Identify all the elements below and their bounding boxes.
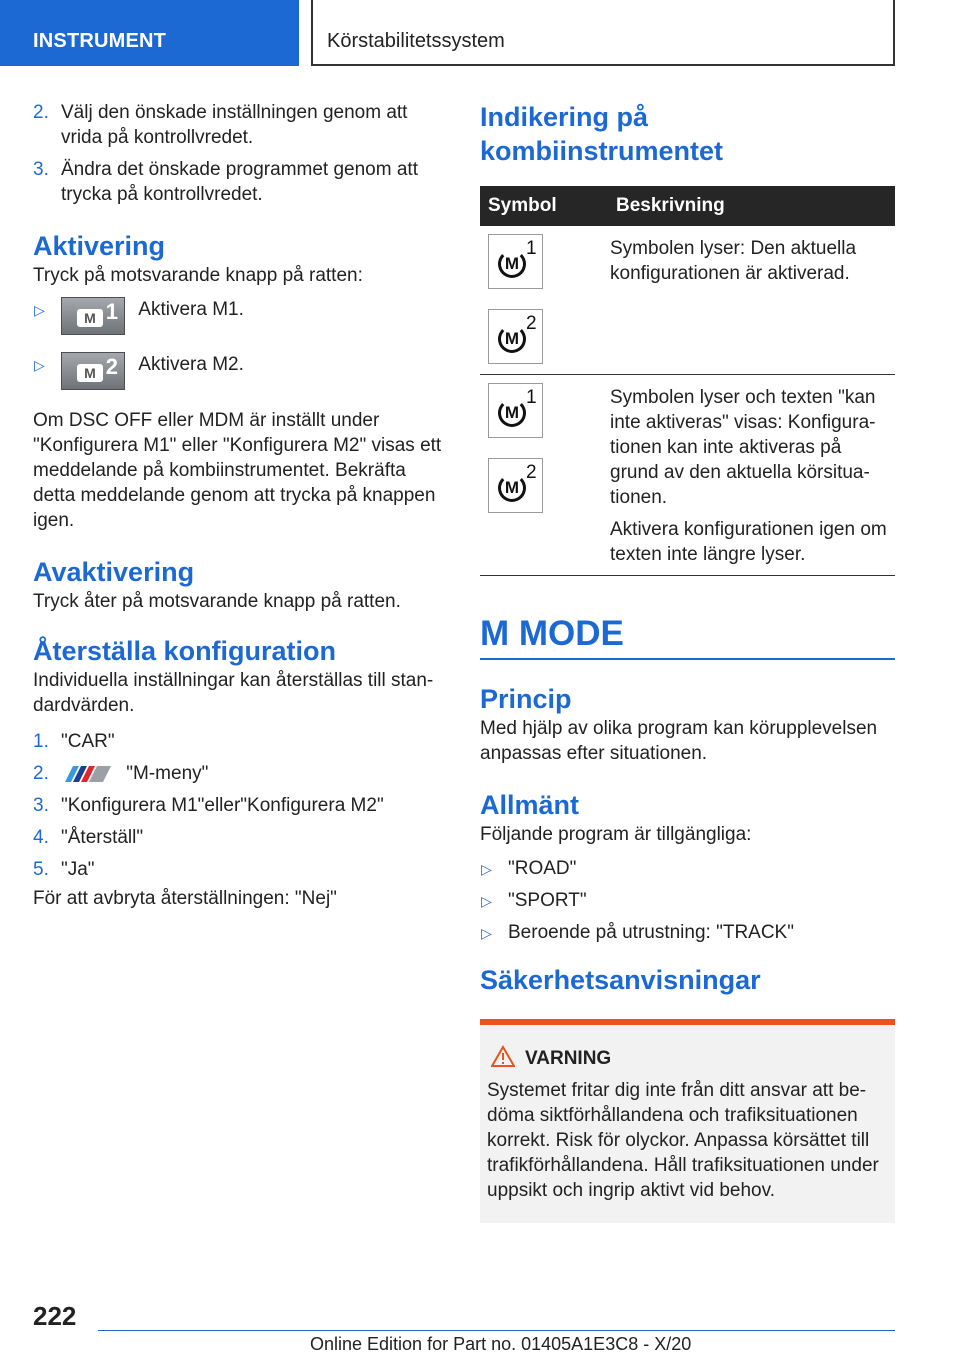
activation-item — [33, 297, 449, 343]
description-text: Symbolen lyser och texten "kan inte aktiveras" visas: Konfigura-tionen kan inte aktiveras på grund av den aktuella körsitua-tionen. — [610, 387, 876, 508]
symbol-cell — [480, 375, 606, 576]
chapter-title: Körstabilitetssystem — [327, 30, 505, 52]
general-heading: Allmänt — [480, 790, 580, 820]
warning-header — [487, 1045, 888, 1072]
m1-button-digit: 1 — [105, 299, 118, 324]
warning-box — [480, 1019, 895, 1223]
activation-heading: Aktivering — [33, 231, 166, 261]
program-item — [480, 856, 895, 881]
activation-intro: Tryck på motsvarande knapp på ratten: — [33, 265, 363, 286]
m2-indicator-icon — [488, 458, 543, 513]
reset-cancel-text: För att avbryta återställningen: "Nej" — [33, 888, 337, 909]
step-item — [33, 825, 449, 850]
step-number: 3. — [33, 795, 49, 816]
reset-heading: Återställa konfiguration — [33, 636, 337, 666]
warning-triangle-icon — [491, 1045, 515, 1067]
m1-indicator-icon — [488, 383, 543, 438]
activation-note: Om DSC OFF eller MDM är inställt under "Konfigurera M1" eller "Konfigurera M2" visas ett meddelande på kombiinstrumentet. Bekräfta detta meddelande genom att trycka på knappen igen. — [33, 410, 442, 531]
description-cell — [606, 226, 895, 375]
step-item — [33, 761, 449, 786]
general-intro: Följande program är tillgängliga: — [480, 824, 752, 845]
bullet-icon: ▷ — [34, 357, 45, 373]
page-number: 222 — [33, 1301, 77, 1331]
m2-button-digit: 2 — [105, 354, 118, 379]
symbol-letter: M — [504, 254, 520, 273]
deactivation-text: Tryck åter på motsvarande knapp på ratten. — [33, 591, 401, 612]
section-tab[interactable] — [0, 0, 299, 66]
table-row — [480, 226, 895, 375]
warning-label: VARNING — [525, 1048, 612, 1069]
m1-button-letter: M — [84, 310, 96, 326]
warning-text: Systemet fritar dig inte från ditt ansvar att be-döma siktförhållandena och trafiksituationen korrekt. Risk för olyckor. Anpassa körsättet till trafikförhållandena. Håll trafiksituationen under uppsikt och ingrip aktivt vid behov. — [487, 1080, 879, 1201]
bullet-icon: ▷ — [481, 861, 492, 877]
m2-button-letter: M — [84, 365, 96, 381]
step-number: 2. — [33, 102, 49, 123]
step-text: "CAR" — [61, 731, 115, 752]
symbol-letter: M — [504, 329, 520, 348]
step-item — [33, 857, 449, 882]
step-number: 5. — [33, 859, 49, 880]
symbol-table — [480, 186, 895, 576]
description-text: Symbolen lyser: Den aktuella konfigurationen är aktiverad. — [610, 238, 857, 284]
m-logo-icon — [61, 765, 113, 783]
step-number: 1. — [33, 731, 49, 752]
section-label: INSTRUMENT — [33, 30, 167, 52]
symbol-digit: 1 — [526, 387, 537, 408]
footer-divider — [98, 1330, 895, 1331]
right-column — [480, 100, 895, 1223]
symbol-letter: M — [504, 478, 520, 497]
principle-heading: Princip — [480, 684, 572, 714]
step-item — [33, 100, 449, 150]
step-text: Välj den önskade inställningen genom att vrida på kontrollvredet. — [61, 102, 408, 148]
step-item — [33, 157, 449, 207]
program-text: "SPORT" — [508, 890, 587, 911]
edition-text: Online Edition for Part no. 01405A1E3C8 - X/20 — [310, 1334, 692, 1354]
left-column — [33, 100, 449, 911]
step-text: "Konfigurera M1"eller"Konfigurera M2" — [61, 795, 384, 816]
table-row — [480, 375, 895, 576]
safety-heading: Säkerhetsanvisningar — [480, 965, 761, 995]
program-item — [480, 920, 895, 945]
program-item — [480, 888, 895, 913]
step-text: "Återställ" — [61, 827, 144, 848]
table-header-symbol: Symbol — [480, 186, 606, 226]
symbol-cell — [480, 226, 606, 375]
symbol-digit: 2 — [526, 313, 537, 334]
description-cell — [606, 375, 895, 576]
program-text: Beroende på utrustning: "TRACK" — [508, 922, 794, 943]
indicator-heading: Indikering på kombiinstrumentet — [480, 102, 724, 166]
activation-item-text: Aktivera M1. — [138, 299, 244, 320]
step-number: 2. — [33, 763, 49, 784]
deactivation-heading: Avaktivering — [33, 557, 195, 587]
program-text: "ROAD" — [508, 858, 577, 879]
mmode-heading-wrap — [480, 612, 895, 660]
step-text: Ändra det önskade programmet genom att trycka på kontrollvredet. — [61, 159, 418, 205]
m2-indicator-icon — [488, 309, 543, 364]
symbol-digit: 2 — [526, 462, 537, 483]
m1-indicator-icon — [488, 234, 543, 289]
reset-intro: Individuella inställningar kan återställas till stan-dardvärden. — [33, 670, 434, 716]
step-text: "M-meny" — [126, 763, 209, 784]
bullet-icon: ▷ — [34, 302, 45, 318]
activation-item-text: Aktivera M2. — [138, 354, 244, 375]
m2-button-icon — [61, 352, 125, 390]
step-item — [33, 729, 449, 754]
bullet-icon: ▷ — [481, 893, 492, 909]
step-text: "Ja" — [61, 859, 95, 880]
step-number: 3. — [33, 159, 49, 180]
table-header-description: Beskrivning — [606, 186, 895, 226]
chapter-title-box — [311, 0, 895, 66]
symbol-letter: M — [504, 403, 520, 422]
description-text: Aktivera konfigurationen igen om texten inte längre lyser. — [610, 519, 887, 565]
mmode-heading: M MODE — [480, 614, 624, 653]
principle-text: Med hjälp av olika program kan körupplevelsen anpassas efter situationen. — [480, 718, 878, 764]
bullet-icon: ▷ — [481, 925, 492, 941]
m1-button-icon — [61, 297, 125, 335]
step-number: 4. — [33, 827, 49, 848]
symbol-digit: 1 — [526, 238, 537, 259]
reset-steps — [33, 729, 449, 882]
step-item — [33, 793, 449, 818]
steps-top — [33, 100, 449, 207]
activation-item — [33, 352, 449, 398]
